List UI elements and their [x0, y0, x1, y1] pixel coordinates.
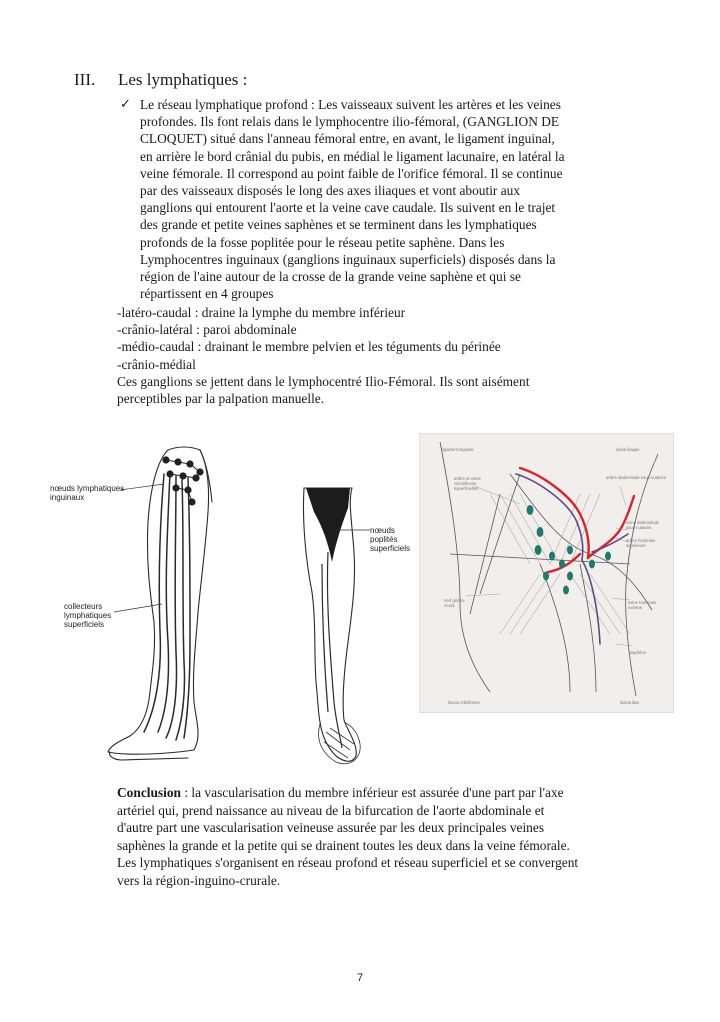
paragraph-line: par des vaisseaux disposés le long des axes iliaques et vont aboutir aux — [140, 183, 521, 199]
label-popliteal-nodes: nœuds poplités superficiels — [370, 526, 411, 553]
group-line: -médio-caudal : drainant le membre pelvien et les téguments du périnée — [117, 339, 501, 355]
diagram-label: ligament inguinal — [442, 447, 474, 452]
group-line: perceptibles par la palpation manuelle. — [117, 391, 325, 407]
label-inguinal-nodes: nœuds lymphatiques inguinaux — [50, 484, 125, 502]
diagram-label: veine abdominale sous-cutanée — [626, 520, 659, 530]
check-mark-icon: ✓ — [120, 97, 131, 112]
section-number: III. — [74, 70, 96, 89]
paragraph-line: ganglions qui entourent l'aorte et la veine cave caudale. Ils suivent en le trajet — [140, 200, 556, 216]
page-number: 7 — [356, 972, 364, 984]
popliteal-region — [306, 488, 350, 562]
group-line: -latéro-caudal : draine la lymphe du membre inférieur — [117, 305, 406, 320]
diagram-label: nerf génito- crural — [444, 598, 466, 608]
leg-lymphatics-figure — [18, 432, 418, 772]
label-superficial-collectors: collecteurs lymphatiques superficiels — [64, 602, 112, 629]
group-line: -crânio-médial — [117, 356, 196, 372]
diagram-label: épine iliaque — [616, 447, 640, 452]
paragraph-line: profonds de la fosse poplitée pour le réseau petite saphène. Dans les — [140, 234, 505, 250]
paragraph-line: répartissent en 4 groupes — [140, 286, 274, 302]
diagram-label: veine honteuse externe — [628, 600, 657, 610]
paragraph-line: région de l'aine autour de la crosse de la grande veine saphène et qui se — [140, 269, 521, 285]
node-groups-list — [117, 304, 657, 407]
deep-lymphatic-paragraph — [120, 96, 650, 302]
femoral-region-diagram — [419, 433, 674, 713]
conclusion-paragraph — [117, 784, 657, 890]
conclusion-line: artériel qui, prend naissance au niveau de la bifurcation de l'aorte abdominale et — [117, 802, 545, 818]
diagram-label: saphène — [630, 650, 647, 655]
section-title: Les lymphatiques : — [118, 70, 248, 89]
diagram-label: artère honteuse supérieure — [626, 538, 656, 548]
paragraph-line: Lymphocentres inguinaux (ganglions inguinaux superficiels) disposés dans la — [140, 251, 556, 267]
conclusion-line: Les lymphatiques s'organisent en réseau profond et réseau superficiel et se convergent — [117, 855, 579, 871]
conclusion-line: saphènes la grande et la petite qui se drainent toutes les deux dans la veine fémorale. — [117, 837, 570, 853]
diagram-label: artère et veine circonflexes superficielles — [454, 476, 481, 491]
paragraph-line: CLOQUET) situé dans l'anneau fémoral entre, en avant, le ligament inguinal, — [140, 131, 555, 147]
conclusion-line: vers la région-inguino-crurale. — [117, 872, 281, 888]
paragraph-line: en arrière le bord crânial du pubis, en médial le ligament lacunaire, en latéral la — [140, 148, 565, 164]
diagram-label: fascia lata — [620, 700, 639, 705]
conclusion-line: Conclusion : la vascularisation du membre inférieur est assurée d'une part par l'axe — [117, 785, 564, 800]
conclusion-line: d'autre part une vascularisation veineuse assurée par les deux principales veines — [117, 820, 545, 836]
paragraph-line: Le réseau lymphatique profond : Les vaisseaux suivent les artères et les veines — [140, 97, 561, 112]
paragraph-line: des grande et petite veines saphènes et se terminent dans les lymphatiques — [140, 217, 537, 233]
paragraph-line: profondes. Ils font relais dans le lymphocentre ilio-fémoral, (GANGLION DE — [140, 114, 560, 130]
conclusion-title: Conclusion — [117, 785, 181, 800]
group-line: -crânio-latéral : paroi abdominale — [117, 322, 297, 338]
diagram-label: fascia cribriforme — [448, 700, 480, 705]
group-line: Ces ganglions se jettent dans le lymphocentré Ilio-Fémoral. Ils sont aisément — [117, 373, 530, 389]
paragraph-line: veine fémorale. Il correspond au point faible de l'orifice fémoral. Il se continue — [140, 165, 563, 181]
section-heading — [74, 70, 247, 90]
diagram-label: artère abdominale sous-cutanée — [606, 475, 667, 480]
